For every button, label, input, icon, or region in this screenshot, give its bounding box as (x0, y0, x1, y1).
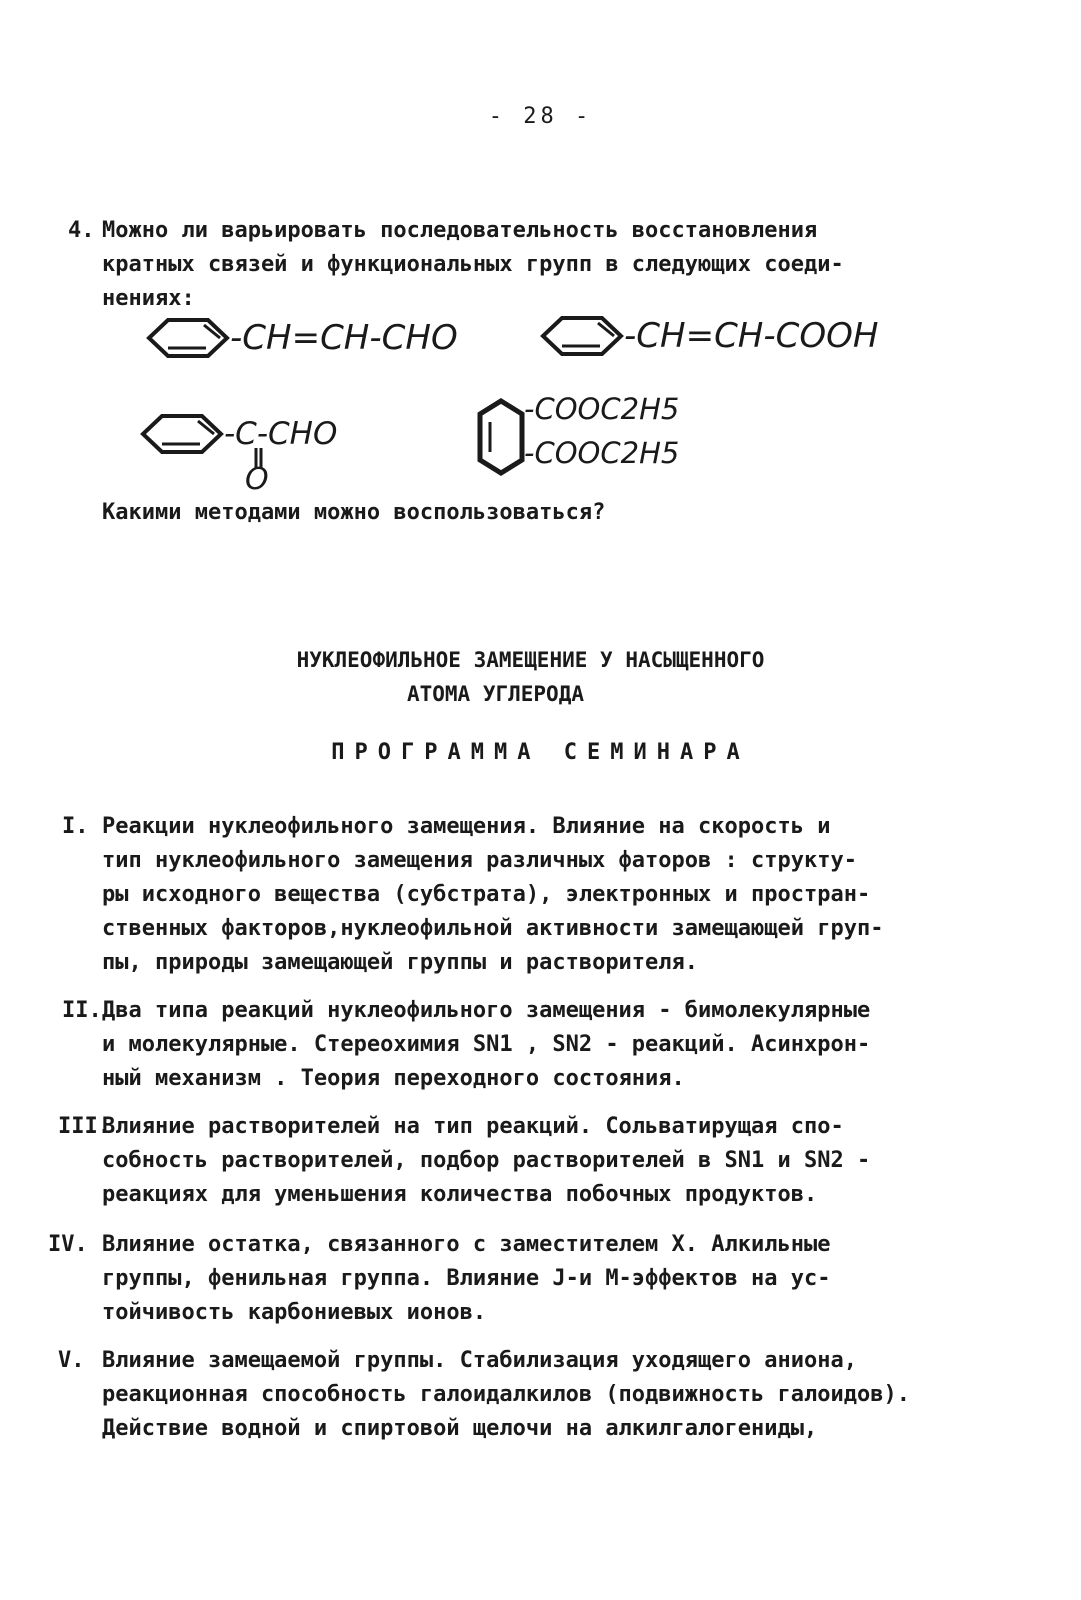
benzene-ring-icon (140, 412, 224, 456)
item-number: V. (58, 1348, 85, 1373)
formula-cinnamic-acid (540, 314, 878, 358)
formula-ester-top: -COOC2H5 (524, 392, 680, 426)
text-line: тойчивость карбониевых ионов. (102, 1300, 487, 1325)
question-text (102, 214, 962, 316)
text-line: Два типа реакций нуклеофильного замещения - бимолекулярные (102, 998, 871, 1023)
section-title-line1: НУКЛЕОФИЛЬНОЕ ЗАМЕЩЕНИЕ У НАСЫЩЕННОГО (296, 648, 765, 672)
text-line: и молекулярные. Стереохимия SN1 , SN2 - реакций. Асинхрон- (102, 1032, 871, 1057)
item-text (102, 1110, 962, 1212)
cyclohexene-ring-icon (476, 398, 526, 476)
question-closing: Какими методами можно воспользоваться? (102, 500, 606, 525)
text-line: кратных связей и функциональных групп в следующих соеди- (102, 252, 844, 277)
question-number: 4. (68, 218, 95, 243)
item-number: I. (62, 814, 89, 839)
benzene-ring-icon (540, 314, 624, 358)
text-line: тип нуклеофильного замещения различных фаторов : структу- (102, 848, 857, 873)
formula-text: -CH=CH-CHO (230, 318, 458, 358)
text-line: пы, природы замещающей группы и растворителя. (102, 950, 699, 975)
text-line: ры исходного вещества (субстрата), электронных и простран- (102, 882, 871, 907)
section-subtitle: ПРОГРАММА СЕМИНАРА (331, 740, 750, 765)
text-line: Действие водной и спиртовой щелочи на алкилгалогениды, (102, 1416, 818, 1441)
item-text (102, 1228, 962, 1330)
benzene-ring-icon (146, 316, 230, 360)
formula-text: -CH=CH-COOH (624, 316, 879, 356)
text-line: Реакции нуклеофильного замещения. Влияние на скорость и (102, 814, 831, 839)
text-line: собность растворителей, подбор растворителей в SN1 и SN2 - (102, 1148, 871, 1173)
formula-phenylglyoxal (140, 412, 337, 456)
item-text (102, 1344, 1002, 1446)
formula-cinnamaldehyde (146, 316, 458, 360)
item-number: II. (62, 998, 102, 1023)
section-title-line2: АТОМА УГЛЕРОДА (406, 682, 584, 706)
text-line: Влияние растворителей на тип реакций. Сольватирущая спо- (102, 1114, 844, 1139)
text-line: нениях: (102, 286, 195, 311)
text-line: реакциях для уменьшения количества побочных продуктов. (102, 1182, 818, 1207)
item-number: IV. (48, 1232, 88, 1257)
carbonyl-oxygen: O (245, 462, 269, 497)
formula-ester-bottom: -COOC2H5 (524, 436, 680, 470)
text-line: ственных факторов,нуклеофильной активности замещающей груп- (102, 916, 884, 941)
text-line: ный механизм . Теория переходного состояния. (102, 1066, 685, 1091)
item-text (102, 994, 962, 1096)
text-line: группы, фенильная группа. Влияние J-и M-эффектов на ус- (102, 1266, 831, 1291)
text-line: Влияние замещаемой группы. Стабилизация уходящего аниона, (102, 1348, 857, 1373)
text-line: реакционная способность галоидалкилов (подвижность галоидов). (102, 1382, 910, 1407)
item-number: III. (58, 1114, 111, 1139)
page-number: - 28 - (488, 104, 593, 129)
text-line: Влияние остатка, связанного с заместителем X. Алкильные (102, 1232, 831, 1257)
text-line: Можно ли варьировать последовательность восстановления (102, 218, 818, 243)
formula-text: -C-CHO (224, 416, 338, 452)
item-text (102, 810, 962, 980)
